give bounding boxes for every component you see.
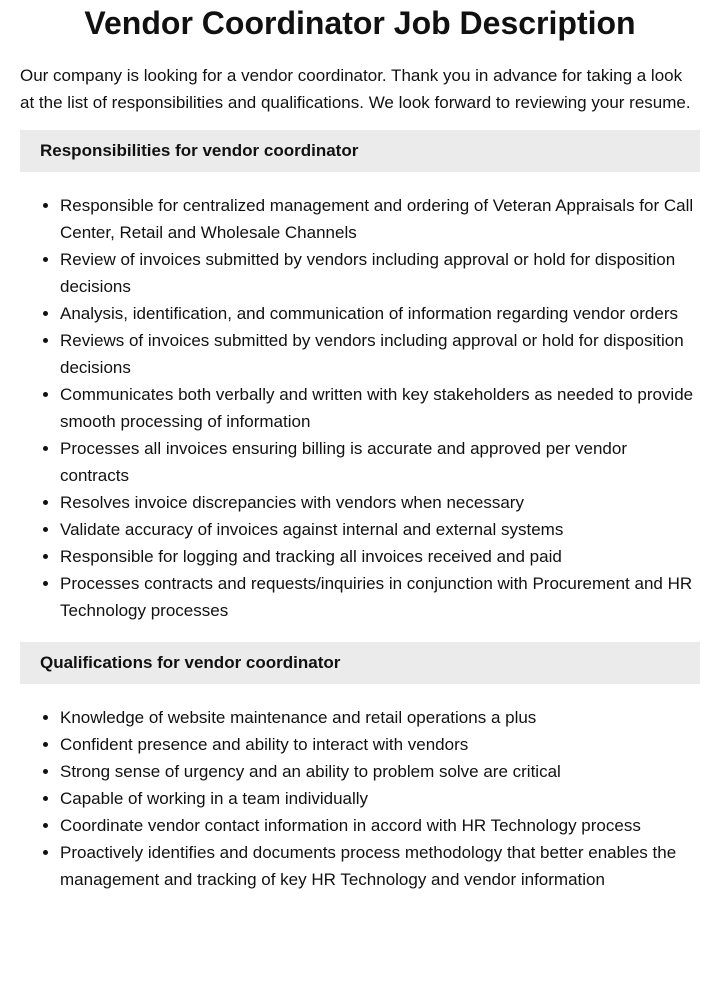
list-item: • Processes all invoices ensuring billing is accurate and approved per vendor contracts [60, 435, 700, 489]
intro-text: Our company is looking for a vendor coordinator. Thank you in advance for taking a look at the list of responsibilities and qualifications. We look forward to reviewing your resume. [20, 66, 691, 112]
list-item: • Proactively identifies and documents process methodology that better enables the management and tracking of key HR Technology and vendor information [60, 839, 700, 893]
list-item: • Processes contracts and requests/inquiries in conjunction with Procurement and HR Technology processes [60, 570, 700, 624]
responsibilities-list [20, 192, 700, 624]
list-item: • Coordinate vendor contact information in accord with HR Technology process [60, 812, 700, 839]
list-item: • Validate accuracy of invoices against internal and external systems [60, 516, 700, 543]
list-item: • Resolves invoice discrepancies with vendors when necessary [60, 489, 700, 516]
list-item: • Responsible for logging and tracking all invoices received and paid [60, 543, 700, 570]
qualifications-heading: Qualifications for vendor coordinator [20, 642, 700, 684]
page-title: Vendor Coordinator Job Description [84, 5, 636, 41]
list-item: • Analysis, identification, and communication of information regarding vendor orders [60, 300, 700, 327]
list-item: • Responsible for centralized management and ordering of Veteran Appraisals for Call Center, Retail and Wholesale Channels [60, 192, 700, 246]
list-item: • Strong sense of urgency and an ability to problem solve are critical [60, 758, 700, 785]
list-item: • Confident presence and ability to interact with vendors [60, 731, 700, 758]
list-item: • Review of invoices submitted by vendors including approval or hold for disposition decisions [60, 246, 700, 300]
list-item: • Communicates both verbally and written with key stakeholders as needed to provide smooth processing of information [60, 381, 700, 435]
qualifications-list [20, 704, 700, 893]
responsibilities-heading: Responsibilities for vendor coordinator [20, 130, 700, 172]
list-item: • Knowledge of website maintenance and retail operations a plus [60, 704, 700, 731]
list-item: • Reviews of invoices submitted by vendors including approval or hold for disposition decisions [60, 327, 700, 381]
list-item: • Capable of working in a team individually [60, 785, 700, 812]
